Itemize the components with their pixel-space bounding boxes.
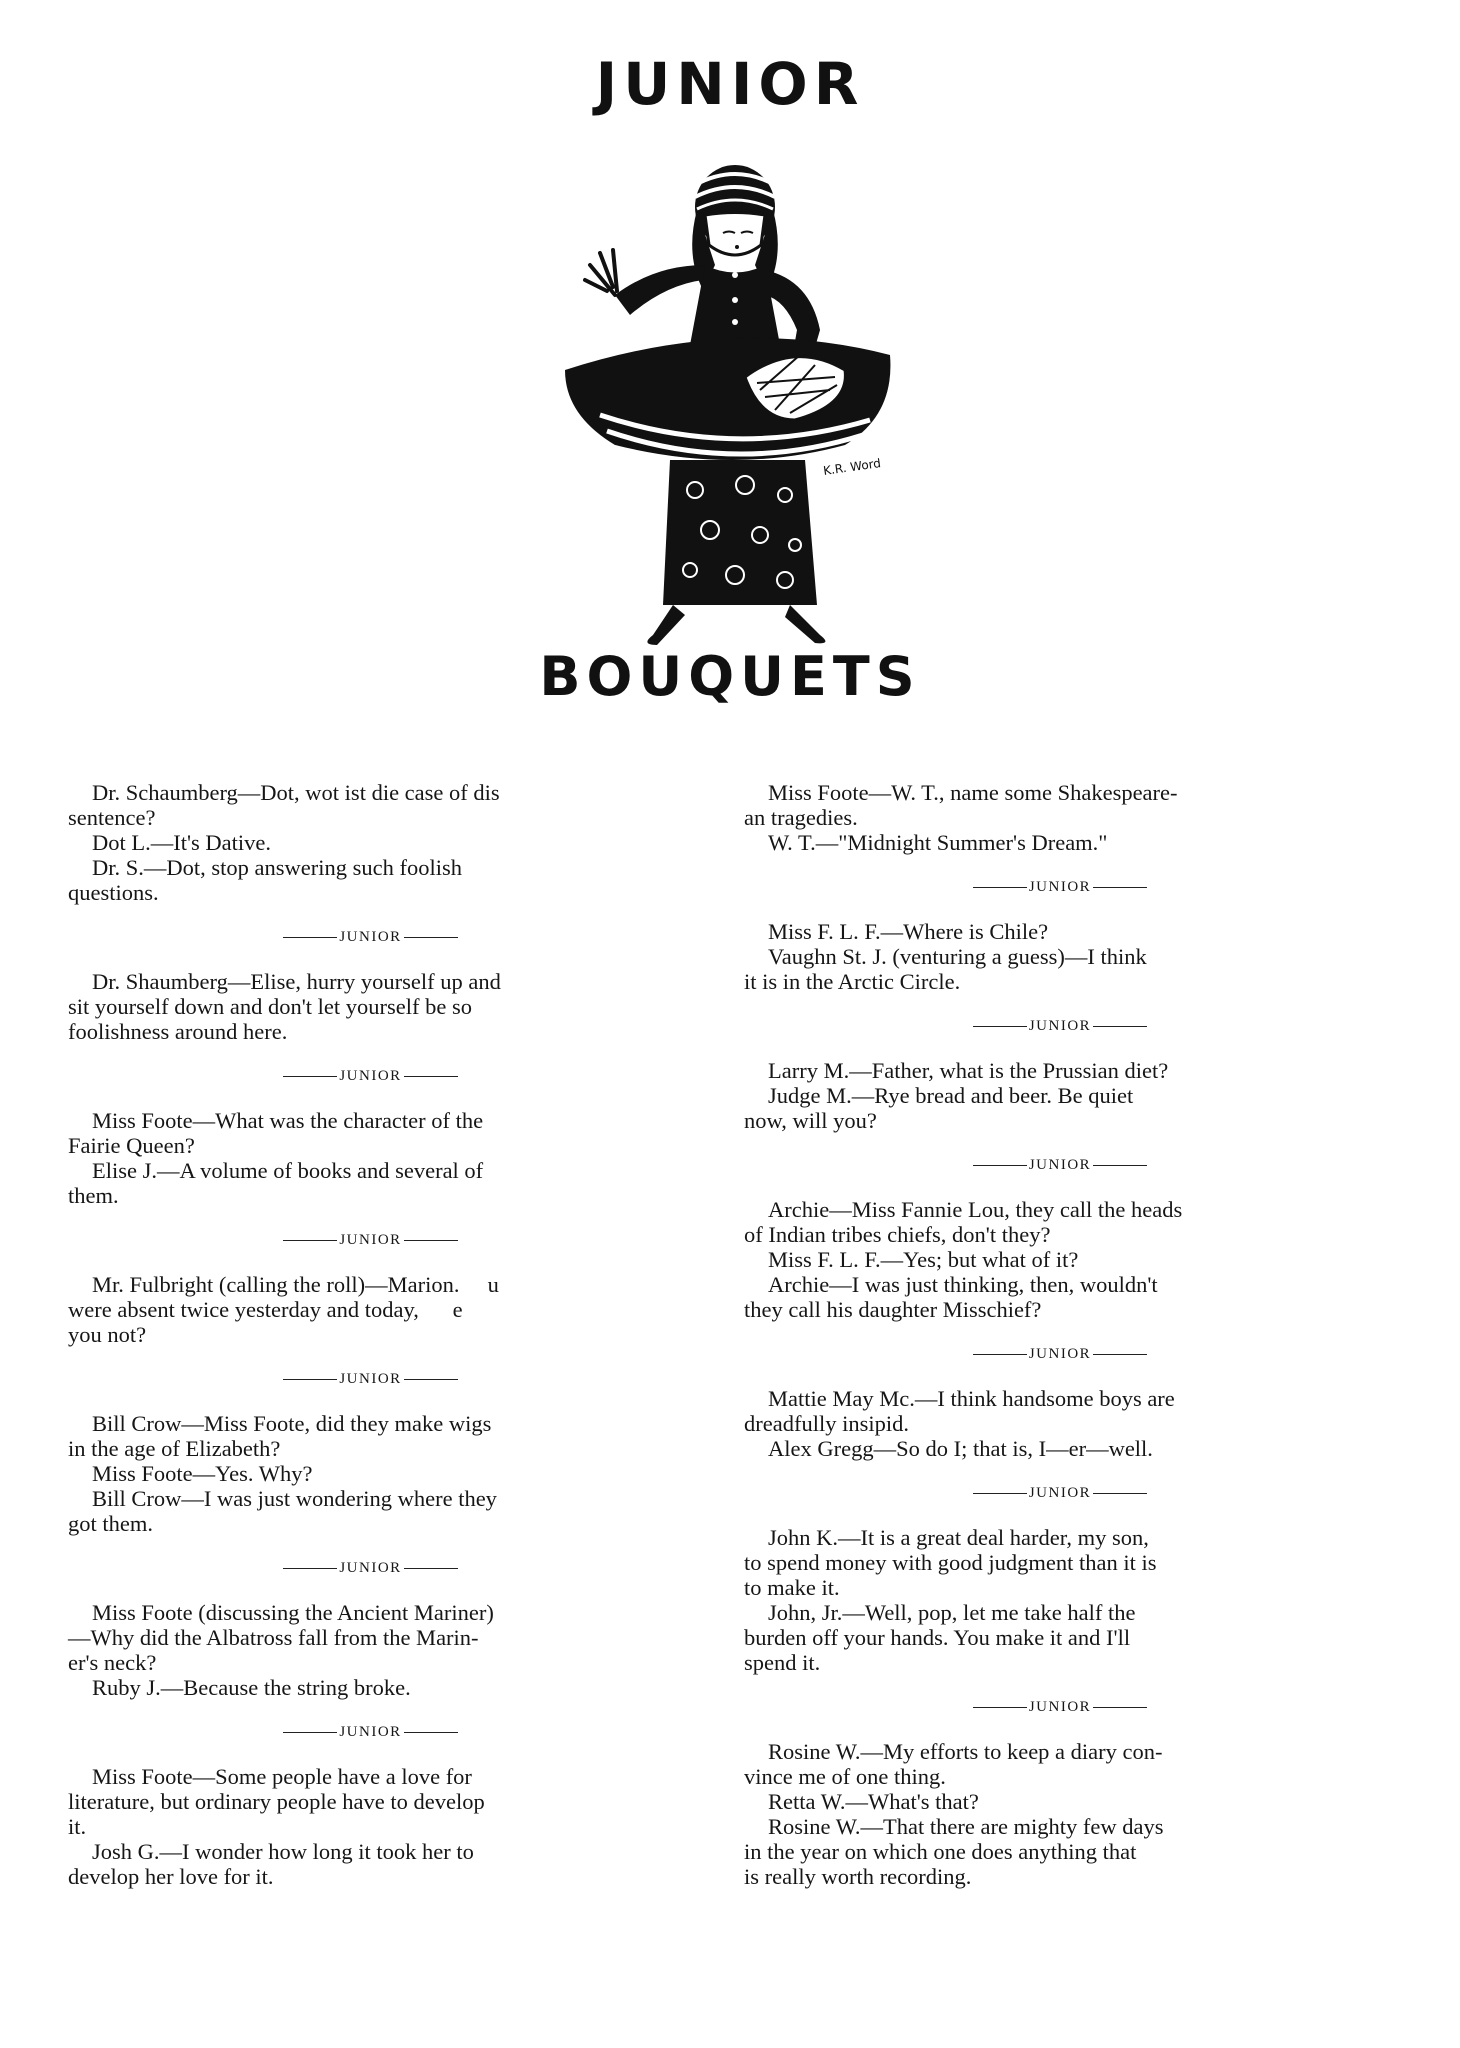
text-line: were absent twice yesterday and today, e: [68, 1297, 463, 1322]
separator-label: JUNIOR: [1028, 879, 1092, 895]
junior-separator: [744, 1344, 1376, 1364]
text-line: Josh G.—I wonder how long it took her to: [92, 1839, 474, 1864]
title-junior: JUNIOR: [595, 50, 865, 118]
joke-item: [744, 1197, 1376, 1322]
junior-separator: [68, 1558, 673, 1578]
text-line: in the age of Elizabeth?: [68, 1436, 281, 1461]
joke-item: [744, 780, 1376, 855]
text-line: to spend money with good judgment than it is: [744, 1550, 1157, 1575]
text-line: Retta W.—What's that?: [768, 1789, 979, 1814]
separator-label: JUNIOR: [339, 1724, 402, 1740]
text-line: Miss F. L. F.—Yes; but what of it?: [768, 1247, 1079, 1272]
text-line: sentence?: [68, 805, 156, 830]
text-line: sit yourself down and don't let yourself be so: [68, 994, 472, 1019]
separator-label: JUNIOR: [1028, 1346, 1092, 1362]
text-line: questions.: [68, 880, 159, 905]
joke-item: [68, 1108, 673, 1208]
text-line: —Why did the Albatross fall from the Marin-: [68, 1625, 479, 1650]
left-column: [68, 780, 673, 1889]
text-line: to make it.: [744, 1575, 840, 1600]
text-line: spend it.: [744, 1650, 821, 1675]
junior-separator: [68, 1230, 673, 1250]
text-line: Bill Crow—Miss Foote, did they make wigs: [92, 1411, 492, 1436]
text-line: Mattie May Mc.—I think handsome boys are: [768, 1386, 1175, 1411]
joke-item: [68, 1600, 673, 1700]
text-line: Dot L.—It's Dative.: [92, 830, 272, 855]
junior-separator: [744, 1483, 1376, 1503]
separator-label: JUNIOR: [339, 1232, 402, 1248]
junior-separator: [744, 1016, 1376, 1036]
text-line: Ruby J.—Because the string broke.: [92, 1675, 411, 1700]
text-line: Archie—Miss Fannie Lou, they call the heads: [768, 1197, 1183, 1222]
text-line: Rosine W.—That there are mighty few days: [768, 1814, 1164, 1839]
text-line: Dr. Schaumberg—Dot, wot ist die case of dis: [92, 780, 500, 805]
text-line: Dr. S.—Dot, stop answering such foolish: [92, 855, 462, 880]
text-line: W. T.—"Midnight Summer's Dream.": [768, 830, 1108, 855]
junior-separator: [744, 1155, 1376, 1175]
joke-item: [68, 1764, 673, 1889]
text-line: Bill Crow—I was just wondering where they: [92, 1486, 497, 1511]
text-line: Rosine W.—My efforts to keep a diary con-: [768, 1739, 1163, 1764]
joke-item: [68, 780, 673, 905]
text-line: Miss Foote (discussing the Ancient Mariner): [92, 1600, 494, 1625]
joke-item: [744, 919, 1376, 994]
separator-label: JUNIOR: [1028, 1157, 1092, 1173]
joke-item: [68, 969, 673, 1044]
text-line: Miss Foote—Yes. Why?: [92, 1461, 313, 1486]
joke-item: [744, 1058, 1376, 1133]
text-line: Miss Foote—W. T., name some Shakespeare-: [768, 780, 1178, 805]
text-line: Dr. Shaumberg—Elise, hurry yourself up and: [92, 969, 501, 994]
text-line: Judge M.—Rye bread and beer. Be quiet: [768, 1083, 1134, 1108]
text-line: foolishness around here.: [68, 1019, 288, 1044]
text-line: vince me of one thing.: [744, 1764, 946, 1789]
text-line: is really worth recording.: [744, 1864, 972, 1889]
separator-label: JUNIOR: [1028, 1018, 1092, 1034]
title-bouquets: BOUQUETS: [539, 645, 921, 708]
right-column: [744, 780, 1376, 1889]
joke-item: [68, 1411, 673, 1536]
junior-separator: [744, 877, 1376, 897]
text-line: an tragedies.: [744, 805, 858, 830]
separator-label: JUNIOR: [339, 1560, 402, 1576]
junior-separator: [68, 1722, 673, 1742]
text-line: Archie—I was just thinking, then, wouldn't: [768, 1272, 1158, 1297]
figure-illustration: [545, 115, 915, 655]
text-line: literature, but ordinary people have to develop: [68, 1789, 485, 1814]
text-line: Miss Foote—Some people have a love for: [92, 1764, 472, 1789]
text-line: John, Jr.—Well, pop, let me take half the: [768, 1600, 1136, 1625]
text-line: burden off your hands. You make it and I'll: [744, 1625, 1131, 1650]
text-line: now, will you?: [744, 1108, 877, 1133]
text-line: Miss Foote—What was the character of the: [92, 1108, 484, 1133]
text-line: of Indian tribes chiefs, don't they?: [744, 1222, 1051, 1247]
text-line: them.: [68, 1183, 119, 1208]
joke-item: [744, 1739, 1376, 1889]
text-line: er's neck?: [68, 1650, 157, 1675]
text-line: Alex Gregg—So do I; that is, I—er—well.: [768, 1436, 1153, 1461]
separator-label: JUNIOR: [1028, 1485, 1092, 1501]
artist-signature: K.R. Word: [822, 456, 882, 478]
separator-label: JUNIOR: [339, 929, 402, 945]
junior-separator: [68, 927, 673, 947]
junior-separator: [744, 1697, 1376, 1717]
junior-separator: [68, 1369, 673, 1389]
separator-label: JUNIOR: [1028, 1699, 1092, 1715]
text-line: it.: [68, 1814, 87, 1839]
text-line: they call his daughter Misschief?: [744, 1297, 1042, 1322]
separator-label: JUNIOR: [339, 1068, 402, 1084]
text-line: you not?: [68, 1322, 147, 1347]
text-line: Larry M.—Father, what is the Prussian diet?: [768, 1058, 1169, 1083]
junior-separator: [68, 1066, 673, 1086]
separator-label: JUNIOR: [339, 1371, 402, 1387]
joke-item: [744, 1386, 1376, 1461]
text-line: Fairie Queen?: [68, 1133, 195, 1158]
text-line: Elise J.—A volume of books and several of: [92, 1158, 484, 1183]
text-line: develop her love for it.: [68, 1864, 274, 1889]
text-line: it is in the Arctic Circle.: [744, 969, 961, 994]
joke-item: [68, 1272, 673, 1347]
text-line: Miss F. L. F.—Where is Chile?: [768, 919, 1049, 944]
text-line: in the year on which one does anything that: [744, 1839, 1137, 1864]
text-line: Mr. Fulbright (calling the roll)—Marion. u: [92, 1272, 499, 1297]
text-line: dreadfully insipid.: [744, 1411, 909, 1436]
text-line: got them.: [68, 1511, 153, 1536]
joke-item: [744, 1525, 1376, 1675]
header-illustration: [505, 50, 955, 715]
text-line: Vaughn St. J. (venturing a guess)—I think: [768, 944, 1147, 969]
text-line: John K.—It is a great deal harder, my son,: [768, 1525, 1149, 1550]
